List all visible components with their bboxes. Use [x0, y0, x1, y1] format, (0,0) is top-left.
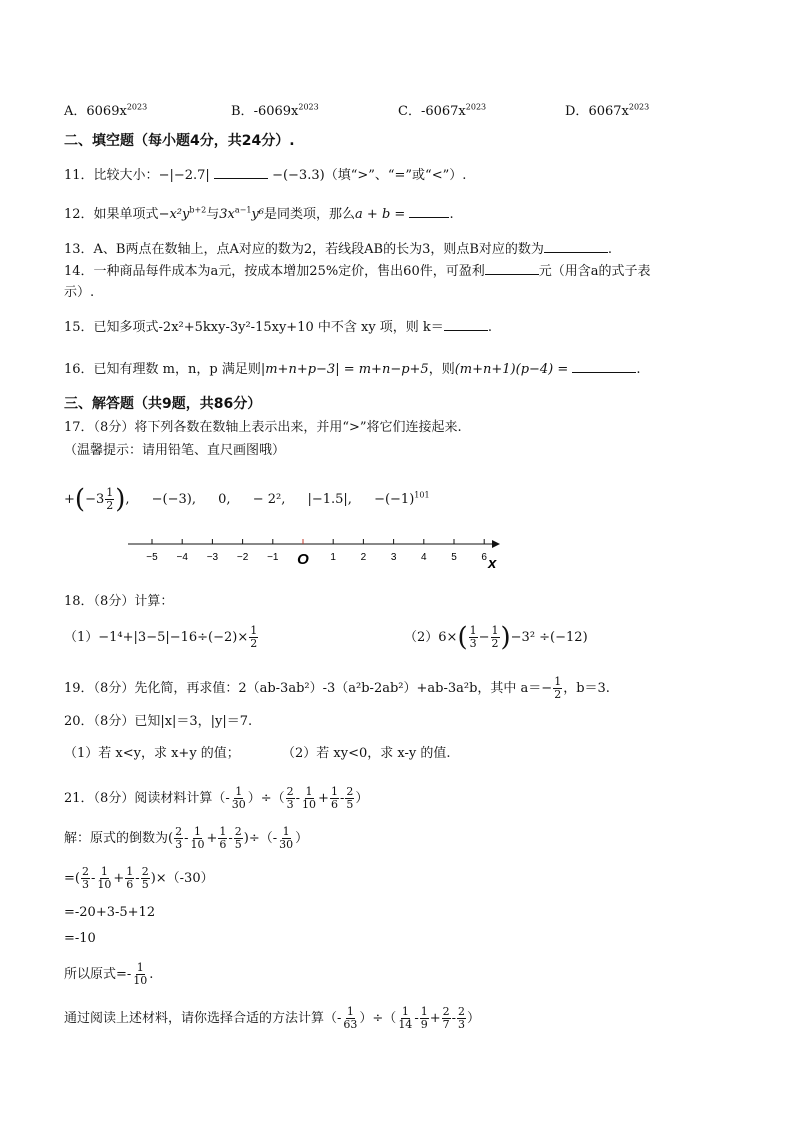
answer-blank[interactable] — [214, 166, 268, 179]
axis-tick-label: O — [297, 551, 309, 568]
question-12: 12．如果单项式$-x^2y^{b+2}$与$3x^{a-1}y^6$是同类项，那么a + b = . — [64, 205, 454, 222]
axis-x-label: x — [488, 555, 497, 572]
question-20-part1: （1）若 x<y，求 x+y 的值； — [64, 746, 240, 761]
answer-blank[interactable] — [572, 360, 636, 373]
solution-line-1: 解：原式的倒数为( $\frac{2}{3}$ - $\frac{1}{10}$ + $\frac{1}{6}$ - $\frac{2}{5}$ )÷（- $\frac{1}{30}$ ） — [64, 825, 309, 851]
option-d: D．$6067x^{2023}$ — [565, 102, 650, 119]
question-18-part2: （2）6×( $\frac{1}{3}$ − $\frac{1}{2}$ )−3² ÷(−12) — [404, 622, 588, 653]
axis-tick-label: 4 — [421, 552, 427, 563]
axis-tick-label: 6 — [481, 552, 487, 563]
question-17-text: 17．（8分）将下列各数在数轴上表示出来，并用“>”将它们连接起来. — [64, 420, 462, 435]
section-2-title: 二、填空题（每小题4分，共24分）. — [64, 133, 295, 149]
answer-blank[interactable] — [444, 318, 488, 331]
question-17-numbers: +(−3 $\frac{1}{2}$ ), −(−3), 0, − 2², |−1.5|, $-(-1)^{101}$ — [64, 484, 430, 515]
section-3-title: 三、解答题（共9题，共86分） — [64, 396, 262, 412]
axis-tick-label: −2 — [236, 552, 249, 563]
question-20: 20．（8分）已知|x|＝3，|y|＝7. — [64, 714, 253, 729]
axis-tick-label: 5 — [451, 552, 457, 563]
number-line[interactable] — [120, 528, 510, 574]
option-b: B．$-6069x^{2023}$ — [231, 102, 319, 119]
solution-result: 所以原式=- $\frac{1}{10}$ . — [64, 961, 154, 987]
question-20-part2: （2）若 xy<0，求 x-y 的值. — [282, 746, 451, 761]
question-14-line1: 14．一种商品每件成本为a元，按成本增加25%定价，售出60件，可盈利 元（用含a的式子表 — [64, 264, 651, 279]
question-16: 16．已知有理数 m，n，p 满足则|m+n+p−3| = m+n−p+5，则(m+n+1)(p−4) = . — [64, 362, 641, 377]
axis-tick-label: 2 — [360, 552, 367, 563]
solution-line-2: =( $\frac{2}{3}$ - $\frac{1}{10}$ + $\frac{1}{6}$ - $\frac{2}{5}$ )×（-30） — [64, 865, 214, 891]
question-21-task: 通过阅读上述材料，请你选择合适的方法计算（- $\frac{1}{63}$ ）÷（ $\frac{1}{14}$ - $\frac{1}{9}$ + $\frac{2}{7}$ - $\frac{2}{3}$ ） — [64, 1005, 481, 1031]
option-c: C．$-6067x^{2023}$ — [398, 102, 487, 119]
question-21-title: 21．（8分）阅读材料计算（- $\frac{1}{30}$ ）÷（ $\frac{2}{3}$ - $\frac{1}{10}$ + $\frac{1}{6}$ - $\frac{2}{5}$ ） — [64, 785, 369, 811]
axis-arrow-icon — [492, 540, 500, 548]
solution-line-4: =-10 — [64, 931, 96, 946]
question-11: 11．比较大小：−|−2.7| −(−3.3)（填“>”、“=”或“<”）. — [64, 168, 467, 183]
question-13: 13．A、B两点在数轴上，点A对应的数为2，若线段AB的长为3，则点B对应的数为 . — [64, 242, 613, 257]
axis-tick-label: 1 — [330, 552, 336, 563]
answer-blank[interactable] — [544, 240, 608, 253]
question-15: 15．已知多项式-2x²+5kxy-3y²-15xy+10 中不含 xy 项，则 k＝ . — [64, 320, 492, 335]
axis-tick-label: 3 — [390, 552, 397, 563]
question-19: 19．（8分）先化简，再求值：2（ab-3ab²）-3（a²b-2ab²）+ab-3a²b，其中 a＝− $\frac{1}{2}$ ，b＝3. — [64, 675, 610, 701]
axis-tick-label: −1 — [267, 552, 279, 563]
solution-line-3: =-20+3-5+12 — [64, 905, 156, 920]
axis-tick-label: −4 — [176, 552, 188, 563]
option-a: A．$6069x^{2023}$ — [64, 102, 148, 119]
answer-blank[interactable] — [485, 262, 539, 275]
axis-tick-label: −3 — [206, 552, 219, 563]
question-17-hint: （温馨提示：请用铅笔、直尺画图哦） — [64, 443, 286, 458]
answer-blank[interactable] — [409, 205, 449, 218]
question-18-part1: （1）−1⁴+|3−5|−16÷(−2)× $\frac{1}{2}$ — [64, 624, 258, 650]
question-14-line2: 示）. — [64, 285, 95, 300]
axis-tick-label: −5 — [146, 552, 158, 563]
question-18-title: 18．（8分）计算： — [64, 594, 174, 609]
